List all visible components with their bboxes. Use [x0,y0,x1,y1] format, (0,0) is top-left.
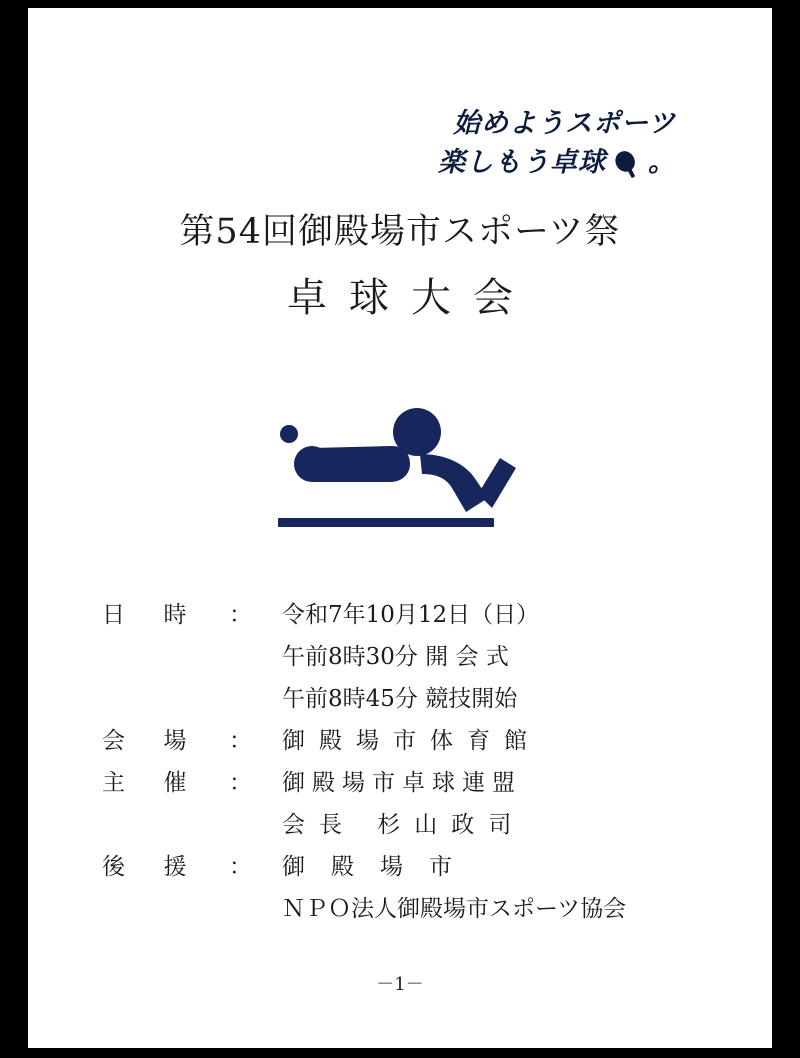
detail-value-date: 令和7年10月12日（日） [282,602,540,628]
detail-label-venue [102,722,252,755]
detail-label-colon: ： [229,770,252,796]
detail-row-venue [102,722,698,755]
detail-row-datetime [102,596,698,629]
detail-row-organizer [102,764,698,797]
document-page [28,8,772,1048]
table-tennis-paddle-icon [610,150,644,180]
slogan-block [438,104,676,182]
detail-label-char: 場 [163,728,187,754]
detail-label-colon: ： [229,854,252,880]
page-title: 第54回御殿場市スポーツ祭 [179,212,621,252]
detail-label-char: 主 [102,770,125,796]
page-subtitle: 卓球大会 [287,275,535,321]
detail-value-match-start: 午前8時45分 競技開始 [282,686,518,712]
detail-row-organizer-chairman [102,806,698,839]
detail-label-char: 日 [102,602,125,628]
slogan-line-2: 楽しもう卓球 [438,147,606,179]
detail-row-support-association [102,890,698,923]
detail-value-organizer: 御殿場市卓球連盟 [282,770,522,796]
detail-label-organizer [102,764,252,797]
detail-row-support [102,848,698,881]
detail-value-opening-ceremony: 午前8時30分 開 会 式 [282,644,509,670]
slogan-line-2-row [438,143,676,182]
detail-value-chairman: 会長 杉山政司 [282,812,526,838]
detail-label-colon: ： [229,602,252,628]
detail-row-match-start [102,680,698,713]
detail-label-colon: ： [229,728,252,754]
detail-label-char: 時 [163,602,187,628]
detail-label-char: 会 [102,728,125,754]
slogan-line-1: 始めようスポーツ [453,108,676,139]
page-content [28,8,772,1048]
detail-value-venue: 御殿場市体育館 [282,728,541,754]
event-details [102,596,698,932]
detail-label-datetime [102,596,252,629]
slogan-period: 。 [648,147,676,179]
detail-label-char: 催 [163,770,187,796]
detail-label-support [102,848,252,881]
detail-value-support-association: ＮＰＯ法人御殿場市スポーツ協会 [282,896,627,922]
detail-value-support-city: 御殿場市 [282,854,478,880]
detail-row-opening-ceremony [102,638,698,671]
page-number: －1－ [376,974,424,995]
detail-label-char: 後 [102,854,125,880]
table-tennis-player-pictogram [28,388,772,548]
detail-label-char: 援 [163,854,187,880]
